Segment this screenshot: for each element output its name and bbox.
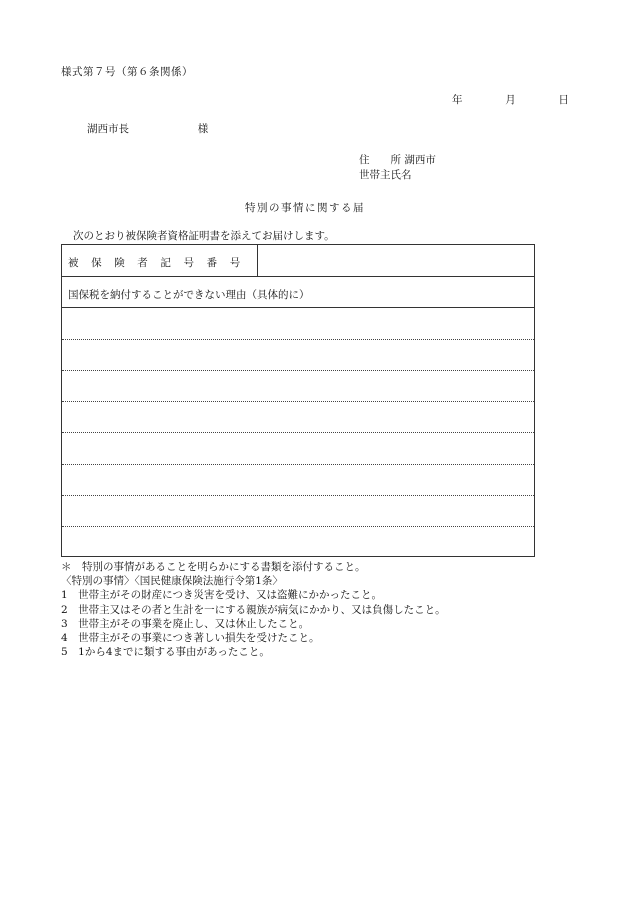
date-month-label: 月: [505, 94, 516, 106]
reason-line: [62, 464, 534, 465]
note-item: 2 世帯主又はその者と生計を一にする親族が病気にかかり、又は負傷したこと。: [61, 603, 446, 616]
intro-text: 次のとおり被保険者資格証明書を添えてお届けします。: [73, 230, 335, 242]
form-number: 様式第７号（第６条関係）: [61, 66, 193, 78]
document-title: 特別の事情に関する届: [245, 202, 365, 214]
reason-line: [62, 370, 534, 371]
reason-line: [62, 526, 534, 527]
recipient-name: 湖西市長: [87, 123, 129, 135]
date-year-label: 年: [452, 94, 463, 106]
note-item: 4 世帯主がその事業につき著しい損失を受けたこと。: [61, 632, 320, 645]
insured-number-label: 被保険者記号番号: [62, 245, 258, 276]
applicant-address: [359, 155, 436, 166]
reason-row: [62, 276, 534, 308]
address-label: 住 所: [359, 154, 401, 166]
reason-label: 国保税を納付することができない理由（具体的に）: [68, 289, 310, 301]
recipient-honorific: 様: [197, 123, 209, 135]
insured-number-field[interactable]: [258, 245, 534, 276]
applicant-name-label: 世帯主氏名: [359, 169, 412, 181]
reason-line: [62, 339, 534, 340]
form-table: [61, 244, 535, 557]
notes-section: [61, 560, 446, 659]
insured-number-row: [62, 245, 534, 277]
reason-line: [62, 401, 534, 402]
recipient-line: [87, 124, 208, 135]
note-item: 1 世帯主がその財産につき災害を受け、又は盗難にかかったこと。: [61, 589, 383, 602]
address-value: 湖西市: [404, 154, 436, 166]
date-day-label: 日: [558, 94, 569, 106]
date-line: [452, 95, 569, 106]
note-item: 3 世帯主がその事業を廃止し、又は休止したこと。: [61, 617, 310, 630]
note-item: 5 1から4までに類する事由があったこと。: [61, 646, 270, 659]
reason-line: [62, 495, 534, 496]
reason-line: [62, 432, 534, 433]
attachment-note: ＊ 特別の事情があることを明らかにする書類を添付すること。: [61, 561, 366, 573]
notes-heading: 〈特別の事情〉〈国民健康保険法施行令第1条〉: [61, 575, 283, 588]
